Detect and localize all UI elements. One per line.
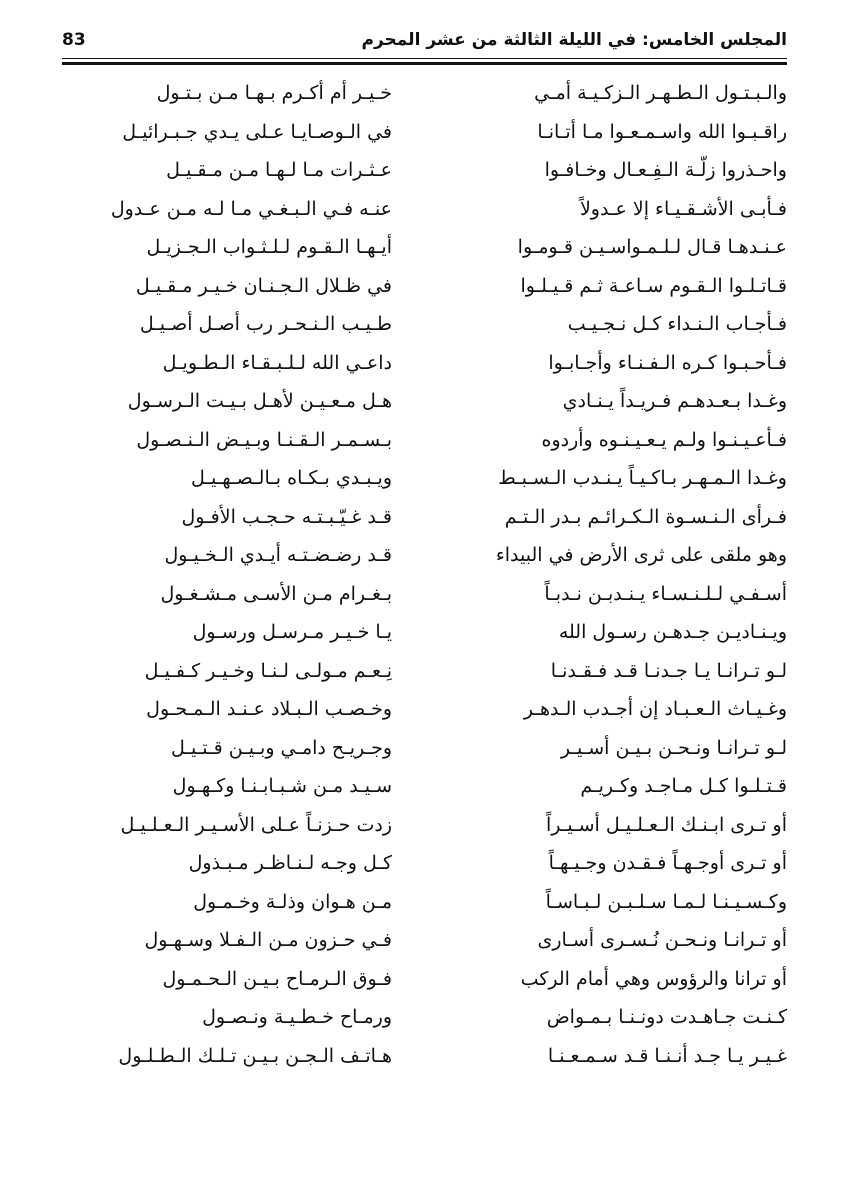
verse-line [62, 117, 787, 156]
verse-first-hemistich: غـيـر يـا جـد أنـنـا قـد سـمـعـنـا [547, 1044, 787, 1067]
verse-line [62, 386, 787, 425]
verse-first-hemistich: وهو ملقى على ثرى الأرض في البيداء [495, 544, 787, 566]
verse-first-hemistich: عـنـدهـا قـال لـلـمـواسـيـن قـومـوا [517, 236, 787, 258]
verse-first-hemistich: وغـدا الـمـهـر بـاكـيـاً يـنـدب الـسـبـط [498, 467, 787, 489]
verse-first-hemistich: وغـيـاث الـعـبـاد إن أجـدب الـدهـر [523, 698, 787, 720]
verse-first-hemistich: قـتـلـوا كـل مـاجـد وكـريـم [580, 775, 787, 797]
verse-line [62, 733, 787, 772]
verse-second-hemistich: في ظـلال الـجـنـان خـيـر مـقـيـل [135, 274, 392, 297]
verse-line [62, 271, 787, 310]
verse-line [62, 194, 787, 233]
verse-second-hemistich: كـل وجـه لـنـاظـر مـبـذول [188, 852, 392, 874]
verse-line [62, 309, 787, 348]
verse-second-hemistich: قـد غـيّـبـتـه حـجـب الأفـول [181, 505, 392, 528]
verse-line [62, 1002, 787, 1041]
poem [62, 78, 787, 1079]
verse-line [62, 848, 787, 887]
verse-second-hemistich: وجـريـح دامـي وبـيـن قـتـيـل [171, 736, 392, 759]
verse-second-hemistich: يـا خـيـر مـرسـل ورسـول [192, 621, 392, 643]
verse-first-hemistich: واحـذروا زلّـة الـفِـعـال وخـافـوا [544, 159, 787, 181]
verse-line [62, 425, 787, 464]
verse-second-hemistich: خـيـر أم أكـرم بـهـا مـن بـتـول [156, 82, 392, 104]
verse-line [62, 656, 787, 695]
verse-second-hemistich: بـسـمـر الـقـنـا وبـيـض الـنـصـول [136, 428, 392, 451]
verse-first-hemistich: راقـبـوا الله واسـمـعـوا مـا أتـانـا [537, 120, 787, 143]
verse-second-hemistich: نِـعـم مـولـى لـنـا وخـيـر كـفـيـل [144, 659, 392, 682]
header-rule-thin [62, 58, 787, 59]
verse-first-hemistich: أو ترانا والرؤوس وهي أمام الركب [520, 967, 787, 990]
verse-second-hemistich: عـثـرات مـا لـهـا مـن مـقـيـل [166, 159, 392, 181]
verse-line [62, 925, 787, 964]
verse-first-hemistich: والـبـتـول الـطـهـر الـزكـيـة أمـي [534, 82, 787, 104]
verse-second-hemistich: مـن هـوان وذلـة وخـمـول [193, 890, 392, 913]
verse-line [62, 771, 787, 810]
verse-line [62, 155, 787, 194]
verse-second-hemistich: طـيـب الـنـحـر رب أصـل أصـيـل [139, 313, 392, 335]
verse-second-hemistich: وخـصـب الـبـلاد عـنـد الـمـحـول [146, 698, 392, 720]
verse-second-hemistich: أيـهـا الـقـوم لـلـثـواب الـجـزيـل [146, 236, 392, 258]
verse-second-hemistich: فـوق الـرمـاح بـيـن الـحـمـول [162, 967, 392, 990]
verse-second-hemistich: سـيـد مـن شـبـابـنـا وكـهـول [172, 775, 392, 797]
verse-first-hemistich: أو تـرى ابـنـك الـعـلـيـل أسـيـراً [545, 813, 787, 836]
verse-first-hemistich: أو تـرانـا ونـحـن نُـسـرى أسـارى [537, 929, 787, 951]
verse-line [62, 232, 787, 271]
verse-line [62, 348, 787, 387]
verse-second-hemistich: هـل مـعـيـن لأهـل بـيـت الـرسـول [127, 390, 392, 412]
verse-first-hemistich: وكـسـيـنـا لـمـا سـلـبـن لـبـاسـاً [545, 890, 787, 913]
running-header [62, 30, 787, 58]
verse-second-hemistich: قـد رضـضـتـه أيـدي الـخـيـول [164, 544, 392, 566]
verse-first-hemistich: قـاتـلـوا الـقـوم سـاعـة ثـم قـيـلـوا [520, 274, 787, 297]
verse-first-hemistich: أسـفـي لـلـنـسـاء يـنـدبـن نـدبـاً [544, 582, 787, 605]
verse-second-hemistich: ورمـاح خـطـيـة ونـصـول [202, 1006, 392, 1028]
verse-first-hemistich: فـرأى الـنـسـوة الـكـرائـم بـدر الـتـم [504, 505, 787, 528]
verse-first-hemistich: فـأبـى الأشـقـيـاء إلا عـدولاً [579, 197, 787, 220]
verse-line [62, 78, 787, 117]
verse-line [62, 964, 787, 1003]
verse-first-hemistich: لـو تـرانـا ونـحـن بـيـن أسـيـر [560, 736, 787, 759]
verse-first-hemistich: فـأعـيـنـوا ولـم يـعـيـنـوه وأردوه [541, 428, 787, 451]
header-rule-thick [62, 62, 787, 65]
verse-second-hemistich: زدت حـزنـاً عـلى الأسـيـر الـعـلـيـل [120, 813, 392, 836]
verse-second-hemistich: في الـوصـايـا عـلى يـدي جـبـرائيـل [122, 120, 392, 143]
verse-first-hemistich: وغـدا بـعـدهـم فـريـداً يـنـادي [562, 390, 787, 412]
page-number: 83 [62, 30, 86, 50]
verse-line [62, 810, 787, 849]
verse-second-hemistich: هـاتـف الـجـن بـيـن تـلـك الـطـلـول [118, 1044, 392, 1067]
verse-second-hemistich: داعـي الله لـلـبـقـاء الـطـويـل [162, 351, 392, 374]
verse-line [62, 463, 787, 502]
verse-line [62, 502, 787, 541]
verse-first-hemistich: كـنـت جـاهـدت دونـنـا بـمـواض [546, 1006, 787, 1028]
verse-line [62, 1041, 787, 1080]
verse-first-hemistich: أو تـرى أوجـهـاً فـقـدن وجـيـهـاً [548, 852, 787, 874]
verse-line [62, 887, 787, 926]
verse-line [62, 540, 787, 579]
chapter-title: المجلس الخامس: في الليلة الثالثة من عشر المحرم [361, 30, 787, 50]
verse-second-hemistich: ويـبـدي بـكـاه بـالـصـهـيـل [191, 467, 392, 489]
verse-first-hemistich: فـأجـاب الـنـداء كـل نـجـيـب [567, 313, 787, 335]
verse-second-hemistich: بـغـرام مـن الأسـى مـشـغـول [160, 582, 392, 605]
verse-line [62, 617, 787, 656]
verse-second-hemistich: عنـه فـي الـبـغـي مـا لـه مـن عـدول [110, 197, 392, 220]
verse-first-hemistich: لـو تـرانـا يـا جـدنـا قـد فـقـدنـا [550, 659, 787, 682]
verse-first-hemistich: ويـنـاديـن جـدهـن رسـول الله [558, 621, 787, 643]
verse-second-hemistich: فـي حـزون مـن الـفـلا وسـهـول [144, 929, 392, 951]
verse-first-hemistich: فـأحـبـوا كـره الـفـنـاء وأجـابـوا [548, 351, 787, 374]
verse-line [62, 579, 787, 618]
verse-line [62, 694, 787, 733]
